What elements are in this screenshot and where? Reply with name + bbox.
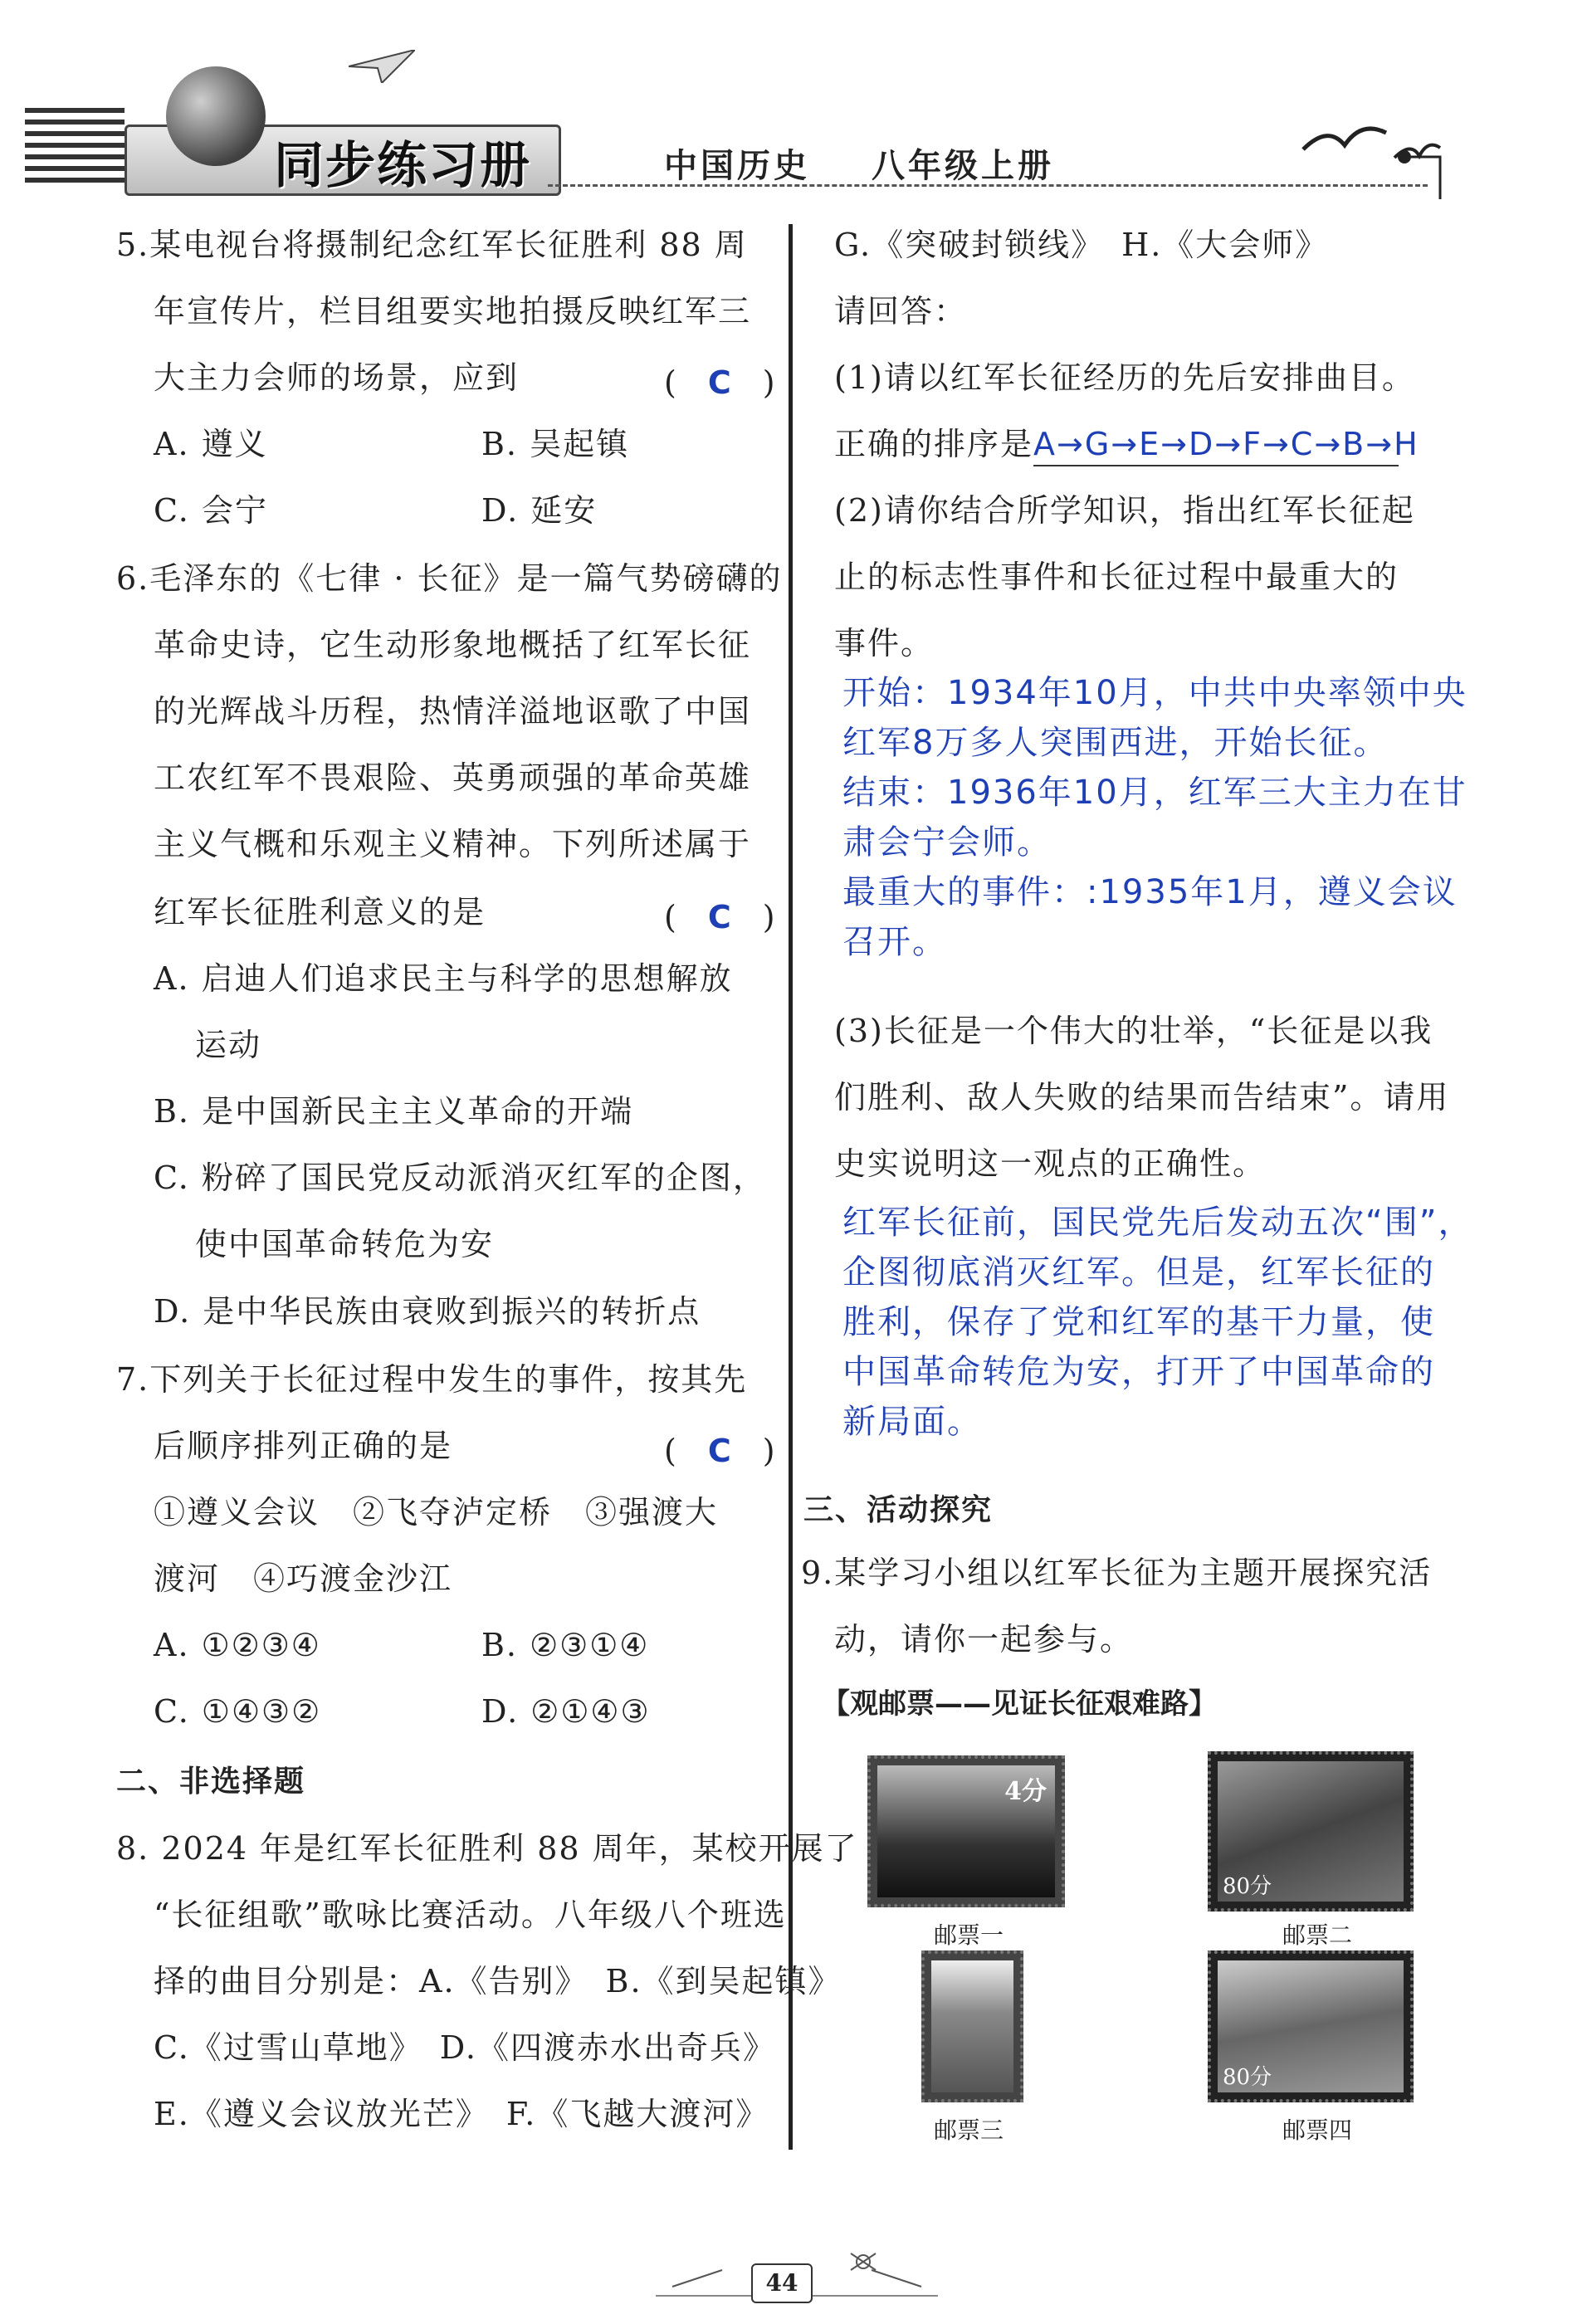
stamp-two (1208, 1751, 1414, 1911)
hook-decoration-icon (1394, 145, 1444, 203)
question-text-line: 革命史诗，它生动形象地概括了红军长征 (154, 627, 752, 663)
answer-bracket: ( C ) (664, 899, 775, 935)
answer-bracket: ( C ) (664, 364, 775, 401)
stamp-caption: 邮票四 (1282, 2116, 1353, 2144)
question-text-line: 年宣传片，栏目组要实地拍摄反映红军三 (154, 293, 752, 330)
question-text-line: 7.下列关于长征过程中发生的事件，按其先 (116, 1361, 748, 1398)
q8-2-answer-line: 肃会宁会师。 (842, 823, 1052, 862)
stamp-one (867, 1755, 1065, 1907)
question-text-line: 红军长征胜利意义的是 (154, 894, 486, 930)
workbook-title: 同步练习册 (274, 137, 531, 195)
option-a: A. 遵义 (154, 426, 268, 462)
question-text-line: “长征组歌”歌咏比赛活动。八年级八个班选 (154, 1897, 787, 1933)
sub-question-2-line: 止的标志性事件和长征过程中最重大的 (834, 559, 1399, 595)
q8-2-answer-line: 红军8万多人突围西进，开始长征。 (842, 724, 1389, 762)
grade-label: 八年级上册 (872, 147, 1054, 185)
q8-3-answer-line: 红军长征前，国民党先后发动五次“围”， (842, 1204, 1473, 1242)
question-9-line: 动，请你一起参与。 (834, 1621, 1134, 1658)
stamp-value: 4分 (1004, 1777, 1047, 1806)
question-text-line: 8. 2024 年是红军长征胜利 88 周年，某校开展了 (116, 1830, 858, 1867)
question-text-line: 后顺序排列正确的是 (154, 1428, 453, 1464)
question-9-line: 9.某学习小组以红军长征为主题开展探究活 (801, 1555, 1433, 1591)
stamp-four (1208, 1950, 1414, 2102)
paper-plane-icon (349, 50, 415, 83)
option-a-cont: 运动 (195, 1027, 262, 1063)
stamp-caption: 邮票一 (934, 1921, 1004, 1949)
option-b: B. 吴起镇 (481, 426, 630, 462)
option-c: C. ①④③② (154, 1693, 322, 1730)
stamp-caption: 邮票二 (1282, 1921, 1353, 1949)
page-header (0, 0, 1592, 199)
option-c: C. 会宁 (154, 492, 268, 529)
option-a: A. 启迪人们追求民主与科学的思想解放 (154, 960, 733, 997)
q8-2-answer-line: 结束：1936年10月，红军三大主力在甘 (842, 774, 1467, 812)
q6-answer: C (707, 899, 731, 935)
q8-3-answer-line: 新局面。 (842, 1403, 982, 1441)
subject-label: 中国历史 (664, 147, 810, 185)
option-b: B. 是中国新民主主义革命的开端 (154, 1093, 634, 1130)
question-text-line: 大主力会师的场景，应到 (154, 359, 520, 396)
page-number: 44 (751, 2263, 813, 2303)
question-text-line: E.《遵义会议放光芒》 F.《飞越大渡河》 (154, 2096, 769, 2132)
q7-answer: C (707, 1433, 731, 1469)
option-b: B. ②③①④ (481, 1627, 650, 1663)
q8-2-answer-line: 最重大的事件：:1935年1月，遵义会议 (842, 873, 1458, 911)
song-list-cont: G.《突破封锁线》 H.《大会师》 (834, 227, 1329, 263)
please-answer-label: 请回答： (834, 293, 968, 330)
globe-icon (166, 66, 266, 166)
header-dashed-rule (548, 184, 1428, 187)
stamp-three (921, 1950, 1023, 2102)
answer-bracket: ( C ) (664, 1433, 775, 1469)
section-heading-nonchoice: 二、非选择题 (116, 1765, 306, 1799)
option-c-cont: 使中国革命转危为安 (195, 1226, 495, 1262)
sub-question-2-line: (2)请你结合所学知识，指出红军长征起 (834, 492, 1415, 529)
question-text-line: 5.某电视台将摄制纪念红军长征胜利 88 周 (116, 227, 748, 263)
answer-row-1 (834, 423, 1419, 466)
section-heading-activity: 三、活动探究 (803, 1493, 994, 1527)
stamp-value: 80分 (1223, 1874, 1272, 1899)
option-d: D. 是中华民族由衰败到振兴的转折点 (154, 1293, 701, 1330)
question-text-line: 的光辉战斗历程，热情洋溢地讴歌了中国 (154, 693, 752, 730)
question-text-line: 主义气概和乐观主义精神。下列所述属于 (154, 826, 752, 862)
event-list: ①遵义会议 ②飞夺泸定桥 ③强渡大 (154, 1494, 719, 1531)
q8-3-answer-line: 胜利，保存了党和红军的基干力量，使 (842, 1303, 1435, 1341)
q5-answer: C (707, 364, 731, 401)
option-a: A. ①②③④ (154, 1627, 321, 1663)
sub-question-3-line: 们胜利、敌人失败的结果而告结束”。请用 (834, 1079, 1450, 1116)
sub-question-3-line: 史实说明这一观点的正确性。 (834, 1145, 1267, 1182)
q8-1-answer: A→G→E→D→F→C→B→H (1033, 423, 1399, 466)
q8-3-answer-line: 中国革命转危为安，打开了中国革命的 (842, 1353, 1435, 1391)
question-text-line: 择的曲目分别是：A.《告别》 B.《到吴起镇》 (154, 1963, 842, 1999)
option-d: D. 延安 (481, 492, 598, 529)
q8-3-answer-line: 企图彻底消灭红军。但是，红军长征的 (842, 1253, 1435, 1291)
event-list: 渡河 ④巧渡金沙江 (154, 1560, 453, 1597)
sub-question-3-line: (3)长征是一个伟大的壮举，“长征是以我 (834, 1013, 1433, 1049)
stamp-value: 80分 (1223, 2065, 1272, 2090)
stamp-section-heading: 【观邮票——见证长征艰难路】 (822, 1687, 1217, 1721)
sub-question-2-line: 事件。 (834, 625, 935, 662)
option-c: C. 粉碎了国民党反动派消灭红军的企图， (154, 1160, 766, 1196)
q8-2-answer-line: 开始：1934年10月，中共中央率领中央 (842, 674, 1467, 712)
question-text-line: 6.毛泽东的《七律 · 长征》是一篇气势磅礴的 (116, 560, 783, 597)
sub-question-1: (1)请以红军长征经历的先后安排曲目。 (834, 359, 1415, 396)
stamp-caption: 邮票三 (934, 2116, 1004, 2144)
question-text-line: 工农红军不畏艰险、英勇顽强的革命英雄 (154, 759, 752, 796)
question-text-line: C.《过雪山草地》 D.《四渡赤水出奇兵》 (154, 2029, 776, 2066)
header-bars-decoration (25, 108, 125, 199)
answer-prefix: 正确的排序是 (834, 426, 1034, 462)
option-d: D. ②①④③ (481, 1693, 651, 1730)
q8-2-answer-line: 召开。 (842, 923, 947, 961)
